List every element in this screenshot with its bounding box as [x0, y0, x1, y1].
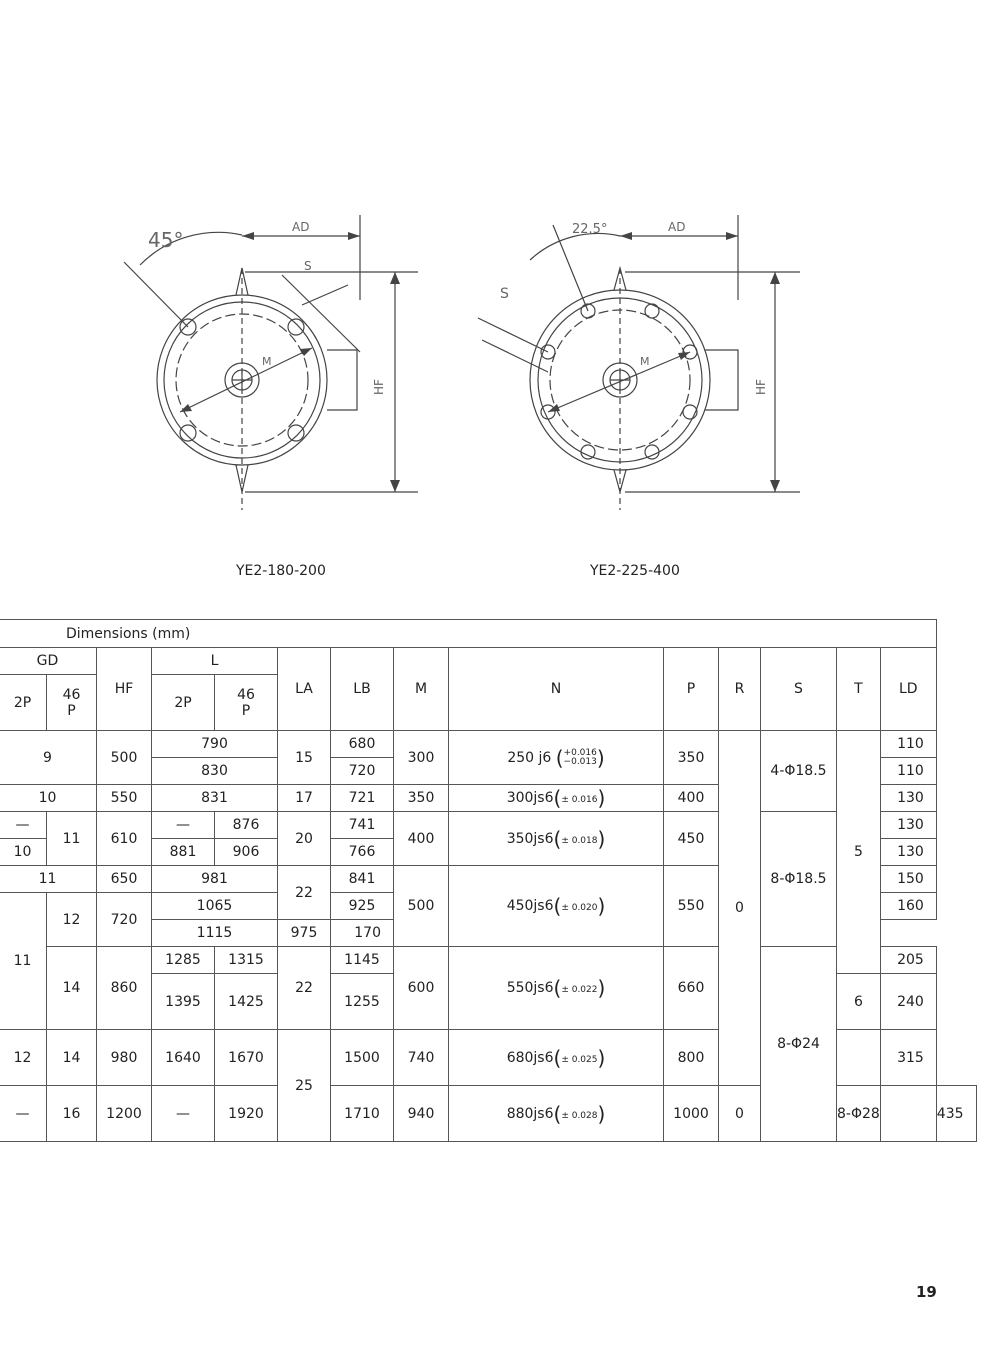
- caption-left: YE2-180-200: [236, 563, 326, 579]
- cell-p: 450: [664, 812, 719, 866]
- n-tol: ± 0.025: [561, 1054, 598, 1065]
- cell-la: 20: [278, 812, 331, 866]
- left-hf-label: HF: [372, 379, 386, 395]
- right-ad-label: AD: [668, 220, 686, 234]
- cell-lb: 720: [331, 758, 394, 785]
- cell-n: 550js6(± 0.022): [449, 947, 664, 1030]
- cell-hf: 720: [97, 893, 152, 947]
- cell-l: 831: [152, 785, 278, 812]
- cell-n: 450js6(± 0.020): [449, 866, 664, 947]
- cell-l-46p: 1425: [215, 974, 278, 1030]
- cell-l-2p: —: [152, 812, 215, 839]
- cell-ld: 435: [936, 1086, 976, 1142]
- cell-s: 4-Φ18.5: [761, 731, 837, 812]
- cell-p: 400: [664, 785, 719, 812]
- cell-p: 350: [664, 731, 719, 785]
- cell-n: 880js6(± 0.028): [449, 1086, 664, 1142]
- page-number: 19: [916, 1283, 937, 1301]
- cell-l-46p: 1920: [215, 1086, 278, 1142]
- cell-t: [880, 1086, 936, 1142]
- n-tol: ± 0.016: [561, 795, 598, 805]
- cell-gd-2p: —: [0, 812, 47, 839]
- cell-t: 5: [837, 731, 881, 974]
- right-m-label: M: [640, 355, 650, 368]
- cell-la: 17: [278, 785, 331, 812]
- cell-gd-2p: 10: [0, 839, 47, 866]
- cell-m: 500: [394, 866, 449, 947]
- dimensions-table: [0, 619, 977, 1142]
- cell-hf: 500: [97, 731, 152, 785]
- header-gd-p: P: [67, 702, 76, 719]
- cell-r: 0: [719, 1086, 761, 1142]
- cell-l-2p: 1285: [152, 947, 215, 974]
- technical-drawings: [0, 0, 1000, 600]
- header-l-46p: [215, 675, 278, 731]
- cell-l-2p: 881: [152, 839, 215, 866]
- table-title: Dimensions (mm): [0, 620, 936, 648]
- cell-lb: 1255: [331, 974, 394, 1030]
- drawing-ye2-225-400: [478, 215, 800, 510]
- n-base: 250 j6: [507, 749, 552, 766]
- right-hf-label: HF: [754, 379, 768, 395]
- cell-la: 22: [278, 866, 331, 920]
- cell-r: 0: [719, 731, 761, 1086]
- header-r: R: [719, 648, 761, 731]
- caption-right: YE2-225-400: [590, 563, 680, 579]
- header-t: T: [837, 648, 881, 731]
- cell-m: 740: [394, 1030, 449, 1086]
- left-ad-label: AD: [292, 220, 310, 234]
- cell-lb: 1710: [331, 1086, 394, 1142]
- cell-p: 1000: [664, 1086, 719, 1142]
- cell-p: 800: [664, 1030, 719, 1086]
- cell-s: 8-Φ28: [837, 1086, 881, 1142]
- cell-p: 550: [664, 866, 719, 947]
- cell-lb: 841: [331, 866, 394, 893]
- cell-gd-46p: 12: [47, 893, 97, 947]
- cell-gd-46p: 14: [47, 947, 97, 1030]
- cell-l: 830: [152, 758, 278, 785]
- cell-m: 400: [394, 812, 449, 866]
- cell-lb: 741: [331, 812, 394, 839]
- cell-n: 250 j6 ( +0.016 −0.013 ): [449, 731, 664, 785]
- header-l-2p: 2P: [152, 675, 215, 731]
- header-gd: GD: [0, 648, 97, 675]
- header-m: M: [394, 648, 449, 731]
- cell-l: 1115: [152, 920, 278, 947]
- header-gd-46p: [47, 675, 97, 731]
- cell-n: 300js6(± 0.016): [449, 785, 664, 812]
- drawings-svg: [0, 0, 1000, 600]
- header-n: N: [449, 648, 664, 731]
- header-l-46: 46: [237, 686, 255, 703]
- right-s-label: S: [500, 286, 509, 302]
- header-la: LA: [278, 648, 331, 731]
- cell-m: 300: [394, 731, 449, 785]
- header-hf: HF: [97, 648, 152, 731]
- cell-l-46p: 876: [215, 812, 278, 839]
- header-p: P: [664, 648, 719, 731]
- header-gd-46: 46: [62, 686, 81, 703]
- cell-ld: 160: [880, 893, 936, 920]
- cell-ld: 110: [880, 731, 936, 758]
- n-base: 880js6: [506, 1105, 554, 1122]
- cell-gd: 9: [0, 731, 97, 785]
- n-tol: ± 0.020: [561, 903, 598, 913]
- header-gd-2p: 2P: [0, 675, 47, 731]
- cell-hf: 550: [97, 785, 152, 812]
- cell-gd-2p: 11: [0, 893, 47, 1030]
- cell-p: 660: [664, 947, 719, 1030]
- cell-l: 1065: [152, 893, 278, 920]
- n-base: 300js6: [506, 790, 554, 806]
- n-tol: ± 0.018: [561, 835, 598, 846]
- cell-ld: 130: [880, 785, 936, 812]
- cell-s: 8-Φ18.5: [761, 812, 837, 947]
- cell-l-46p: 906: [215, 839, 278, 866]
- cell-s: 8-Φ24: [761, 947, 837, 1142]
- left-angle-label: 45°: [148, 228, 184, 252]
- cell-lb: 925: [331, 893, 394, 920]
- cell-ld: 240: [880, 974, 936, 1030]
- cell-ld: 170: [331, 920, 394, 947]
- cell-gd-2p: —: [0, 1086, 47, 1142]
- cell-la: 22: [278, 947, 331, 1030]
- n-base: 350js6: [506, 830, 554, 847]
- cell-hf: 860: [97, 947, 152, 1030]
- cell-hf: 1200: [97, 1086, 152, 1142]
- cell-l-2p: 1640: [152, 1030, 215, 1086]
- cell-gd-46p: 14: [47, 1030, 97, 1086]
- cell-l-2p: —: [152, 1086, 215, 1142]
- cell-t: [837, 1030, 881, 1086]
- left-m-label: M: [262, 355, 272, 368]
- header-l-p: P: [241, 702, 251, 719]
- cell-la: 25: [278, 1030, 331, 1142]
- header-l: L: [152, 648, 278, 675]
- cell-la: 15: [278, 731, 331, 785]
- cell-lb: 1145: [331, 947, 394, 974]
- cell-ld: 150: [880, 866, 936, 893]
- cell-ld: 205: [880, 947, 936, 974]
- cell-hf: 980: [97, 1030, 152, 1086]
- cell-n: 680js6(± 0.025): [449, 1030, 664, 1086]
- cell-lb: 680: [331, 731, 394, 758]
- n-base: 450js6: [506, 898, 554, 914]
- cell-m: 600: [394, 947, 449, 1030]
- cell-m: 940: [394, 1086, 449, 1142]
- cell-l: 981: [152, 866, 278, 893]
- cell-m: 350: [394, 785, 449, 812]
- cell-l: 790: [152, 731, 278, 758]
- n-tol: ± 0.022: [561, 985, 598, 995]
- header-lb: LB: [331, 648, 394, 731]
- cell-gd-46p: 11: [47, 812, 97, 866]
- cell-lb: 766: [331, 839, 394, 866]
- right-angle-label: 22.5°: [572, 222, 608, 237]
- cell-lb: 975: [278, 920, 331, 947]
- table-row: [0, 731, 976, 758]
- cell-gd: 10: [0, 785, 97, 812]
- cell-l-46p: 1670: [215, 1030, 278, 1086]
- header-ld: LD: [880, 648, 936, 731]
- cell-t: 6: [837, 974, 881, 1030]
- cell-ld: 130: [880, 839, 936, 866]
- header-s: S: [761, 648, 837, 731]
- n-tol: ± 0.028: [561, 1110, 598, 1121]
- n-tol-plus: +0.016: [563, 747, 597, 758]
- n-base: 550js6: [506, 980, 554, 996]
- cell-gd-2p: 12: [0, 1030, 47, 1086]
- cell-ld: 130: [880, 812, 936, 839]
- cell-ld: 110: [880, 758, 936, 785]
- n-base: 680js6: [506, 1049, 554, 1066]
- cell-l-46p: 1315: [215, 947, 278, 974]
- cell-hf: 650: [97, 866, 152, 893]
- cell-n: 350js6(± 0.018): [449, 812, 664, 866]
- left-s-label: S: [304, 259, 312, 273]
- table-row: [0, 947, 976, 974]
- cell-gd-46p: 16: [47, 1086, 97, 1142]
- cell-hf: 610: [97, 812, 152, 866]
- cell-lb: 1500: [331, 1030, 394, 1086]
- cell-l-2p: 1395: [152, 974, 215, 1030]
- cell-ld: 315: [880, 1030, 936, 1086]
- cell-gd: 11: [0, 866, 97, 893]
- n-tol-minus: −0.013: [563, 756, 597, 767]
- table-row: [0, 812, 976, 839]
- cell-lb: 721: [331, 785, 394, 812]
